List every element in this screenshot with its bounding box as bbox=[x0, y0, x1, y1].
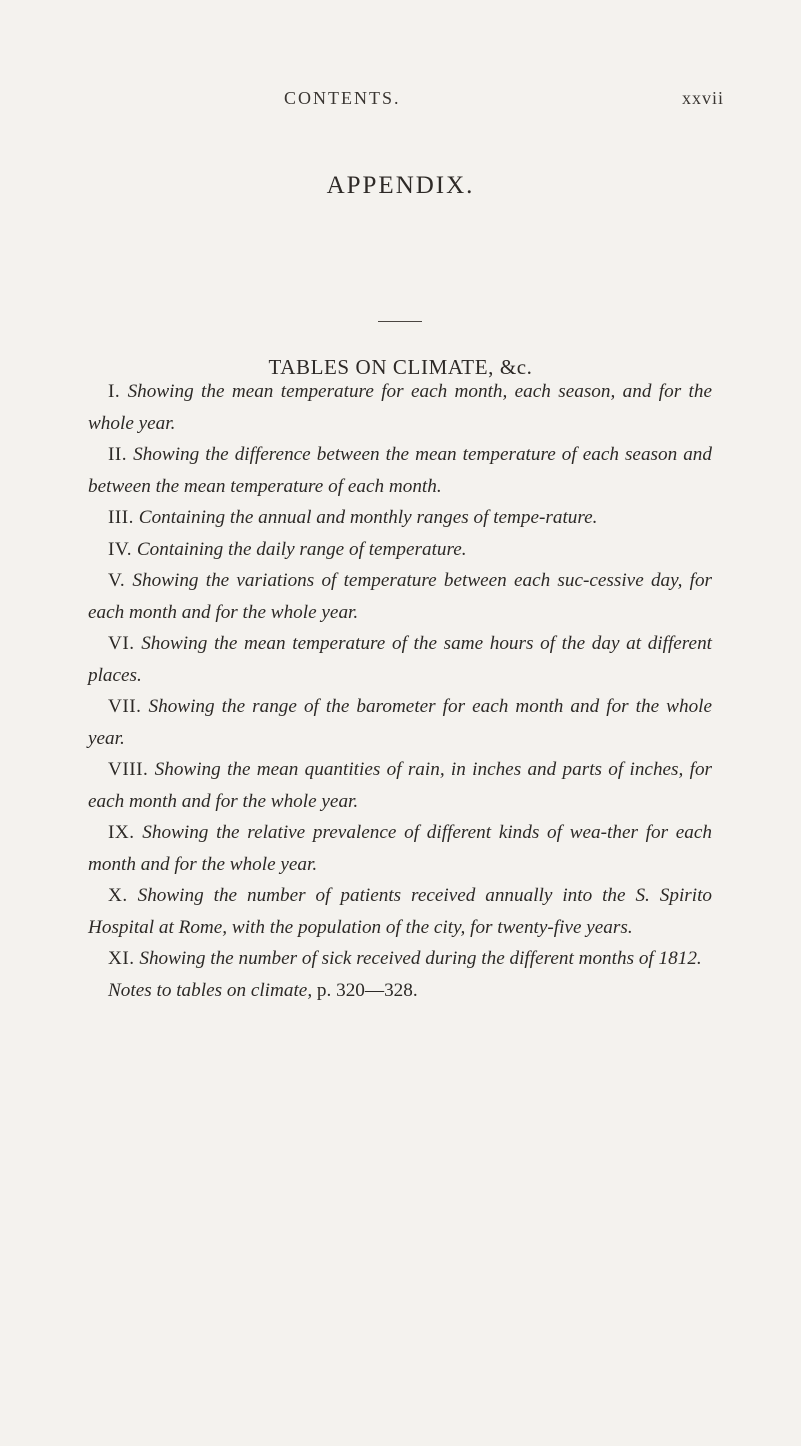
running-title: CONTENTS. bbox=[284, 88, 401, 108]
notes-pages: p. 320—328. bbox=[316, 979, 418, 1001]
entry-numeral: VII. bbox=[108, 696, 142, 717]
contents-entry bbox=[88, 376, 712, 439]
entry-numeral: I. bbox=[108, 381, 121, 402]
entry-numeral: IV. bbox=[108, 538, 133, 560]
contents-entry bbox=[88, 565, 712, 628]
table-of-contents-list bbox=[88, 376, 712, 1006]
entry-description: Showing the mean quantities of rain, in inches and parts of inches, for each month and for the whole year. bbox=[88, 759, 713, 812]
entry-numeral: IX. bbox=[108, 822, 135, 843]
contents-entry bbox=[88, 691, 712, 754]
entry-description: Showing the number of sick received during the different months of 1812. bbox=[139, 948, 702, 969]
entry-numeral: VI. bbox=[108, 633, 135, 654]
entry-numeral: III. bbox=[108, 507, 134, 528]
running-head bbox=[0, 88, 801, 118]
entry-description: Showing the mean temperature for each month, each season, and for the whole year. bbox=[88, 381, 712, 434]
entry-numeral: XI. bbox=[108, 948, 135, 969]
entry-numeral: VIII. bbox=[108, 759, 149, 780]
contents-entry bbox=[88, 502, 712, 534]
entry-description: Containing the annual and monthly ranges of tempe-rature. bbox=[138, 507, 598, 528]
notes-label: Notes to tables on climate, bbox=[108, 979, 313, 1001]
contents-entry bbox=[88, 943, 712, 975]
contents-entry bbox=[88, 817, 712, 880]
contents-entry bbox=[88, 628, 712, 691]
entry-description: Showing the variations of temperature between each suc-cessive day, for each month and for the whole year. bbox=[88, 570, 712, 623]
notes-entry bbox=[88, 975, 712, 1007]
section-divider bbox=[378, 321, 422, 322]
entry-description: Showing the number of patients received annually into the S. Spirito Hospital at Rome, with the population of the city, for twenty-five years. bbox=[88, 885, 713, 938]
appendix-heading: APPENDIX. bbox=[326, 172, 475, 199]
entry-description: Showing the relative prevalence of different kinds of wea-ther for each month and for the whole year. bbox=[88, 822, 713, 875]
contents-entry bbox=[88, 534, 712, 566]
entry-numeral: V. bbox=[108, 570, 126, 591]
entry-description: Showing the mean temperature of the same hours of the day at different places. bbox=[88, 633, 712, 686]
section-heading: TABLES ON CLIMATE, &c. bbox=[268, 355, 533, 379]
entry-description: Containing the daily range of temperature. bbox=[136, 538, 467, 560]
contents-entry bbox=[88, 880, 712, 943]
entry-numeral: X. bbox=[108, 885, 128, 906]
contents-entry bbox=[88, 439, 712, 502]
entry-numeral: II. bbox=[108, 444, 128, 465]
entry-description: Showing the range of the barometer for each month and for the whole year. bbox=[88, 696, 713, 749]
entry-description: Showing the difference between the mean temperature of each season and between the mean temperature of each month. bbox=[88, 444, 712, 497]
contents-entry bbox=[88, 754, 712, 817]
page-number: xxvii bbox=[682, 88, 725, 108]
